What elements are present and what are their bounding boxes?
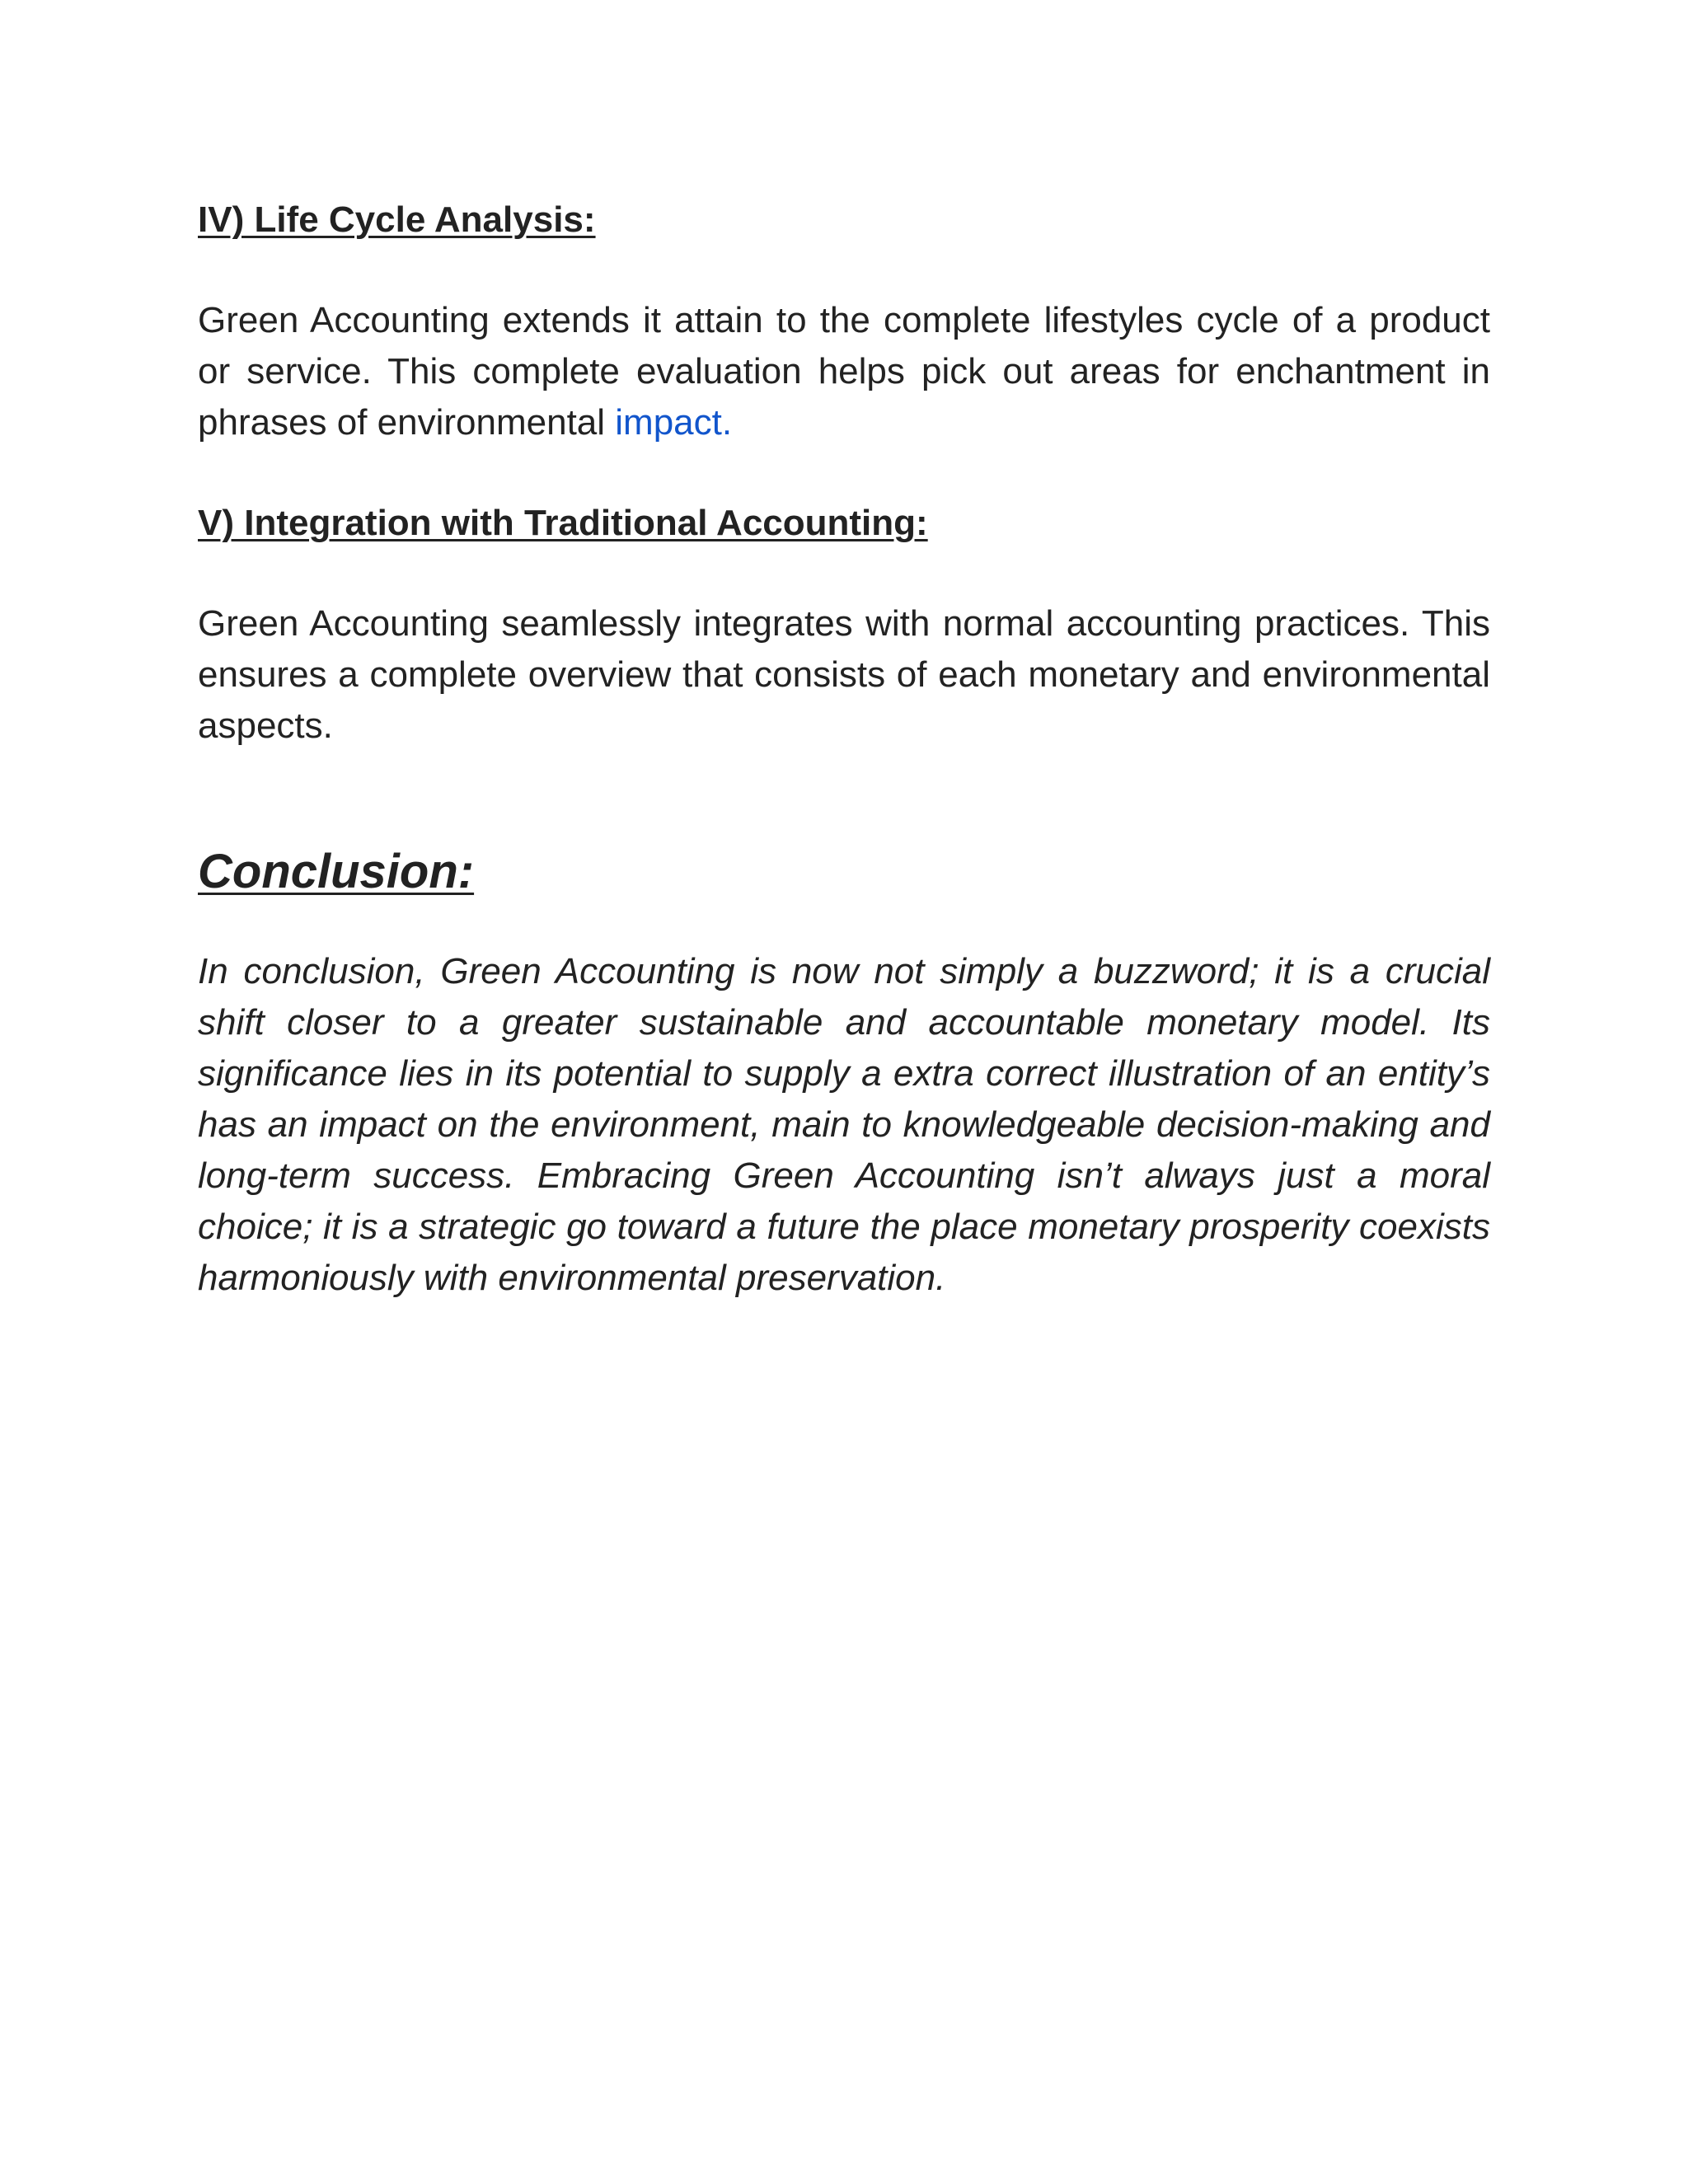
impact-link[interactable]: impact. xyxy=(615,402,733,443)
spacer xyxy=(198,448,1490,498)
section-body-integration: Green Accounting seamlessly integrates with normal accounting practices. This ensures a complete overview that consists of each monetary and environmental aspects. xyxy=(198,603,1490,746)
section-heading-integration: V) Integration with Traditional Accounting: xyxy=(198,503,928,543)
conclusion-body: In conclusion, Green Accounting is now not simply a buzzword; it is a crucial shift closer to a greater sustainable and accountable monetary model. Its significance lies in its potential to supply a extra correct illustration of an entity’s has an impact on the environment, main to knowledgeable decision-making and long-term success. Embracing Green Accounting isn’t always just a moral choice; it is a strategic go toward a future the place monetary prosperity coexists harmoniously with environmental preservation. xyxy=(198,951,1490,1298)
document-page xyxy=(198,194,1490,1304)
spacer xyxy=(198,246,1490,295)
section-heading-life-cycle-analysis: IV) Life Cycle Analysis: xyxy=(198,199,596,240)
conclusion-heading: Conclusion: xyxy=(198,845,475,898)
spacer xyxy=(198,752,1490,839)
section-body-life-cycle-analysis xyxy=(198,295,1490,448)
body-text: Green Accounting extends it attain to the complete lifestyles cycle of a product or service. This complete evaluation helps pick out areas for enchantment in phrases of environmental xyxy=(198,300,1490,443)
spacer xyxy=(198,905,1490,946)
spacer xyxy=(198,549,1490,598)
